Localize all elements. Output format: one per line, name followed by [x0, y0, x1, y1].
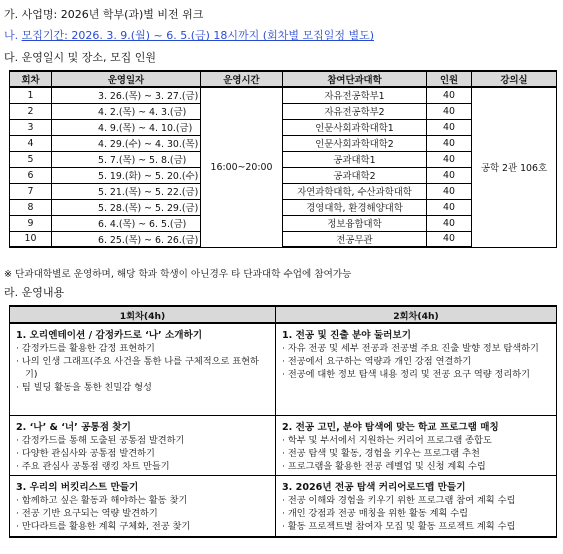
cell-time: 16:00~20:00: [201, 87, 283, 247]
list-item: · 활동 프로젝트별 참여자 모집 및 활동 프로젝트 계획 수립: [282, 520, 516, 532]
cell-college: 인문사회과학대학2: [283, 135, 427, 151]
cell-count: 40: [427, 87, 472, 103]
cell-date: 4. 29.(수) ~ 4. 30.(목): [52, 135, 201, 151]
list-item: · 전공에서 요구하는 역량과 개인 강점 연결하기: [282, 356, 472, 367]
cell-count: 40: [427, 103, 472, 119]
cell-round: 2: [10, 103, 52, 119]
cell-count: 40: [427, 135, 472, 151]
block-title: 3. 우리의 버킷리스트 만들기: [16, 481, 139, 493]
recruit-period: [4, 27, 374, 43]
recruit-period-prefix: 나.: [4, 29, 22, 42]
program-section-title: 라. 운영내용: [4, 286, 65, 299]
list-item: · 감정카드를 활용한 감정 표현하기: [16, 343, 155, 354]
cell-college: 인문사회과학대학1: [283, 119, 427, 135]
list-item: · 전공에 대한 정보 탐색 내용 정리 및 전공 요구 역량 정리하기: [282, 369, 531, 380]
list-item: · 나의 인생 그래프(주요 사건을 통한 나를 구체적으로 표현하기): [16, 356, 259, 380]
cell-date: 3. 26.(목) ~ 3. 27.(금): [52, 87, 201, 103]
cell-date: 5. 21.(목) ~ 5. 22.(금): [52, 183, 201, 199]
cell-date: 4. 2.(목) ~ 4. 3.(금): [52, 103, 201, 119]
session-2-block: [276, 323, 557, 415]
cell-round: 10: [10, 231, 52, 247]
session-1-block: [10, 475, 276, 537]
cell-college: 정보융합대학: [283, 215, 427, 231]
cell-round: 8: [10, 199, 52, 215]
cell-round: 5: [10, 151, 52, 167]
list-item: · 전공 이해와 경험을 키우기 위한 프로그램 참여 계획 수립: [282, 494, 516, 506]
program-row: [10, 475, 557, 537]
cell-college: 공과대학2: [283, 167, 427, 183]
cell-college: 경영대학, 환경해양대학: [283, 199, 427, 215]
col-header-count: 인원: [427, 71, 472, 87]
cell-round: 9: [10, 215, 52, 231]
cell-count: 40: [427, 183, 472, 199]
cell-count: 40: [427, 199, 472, 215]
program-row: [10, 323, 557, 415]
schedule-note: ※ 단과대학별로 운영하며, 해당 학과 학생이 아닌경우 타 단과대학 수업에 참여가능: [4, 269, 352, 280]
table-row: [10, 87, 557, 103]
list-item: · 전공 탐색 및 활동, 경험을 키우는 프로그램 추천: [282, 447, 480, 459]
session-1-block: [10, 415, 276, 475]
recruit-period-text: 모집기간: 2026. 3. 9.(월) ~ 6. 5.(금) 18시까지 (회차별 모집일정 별도): [21, 29, 374, 42]
list-item: · 주요 관심사 공통점 랭킹 차트 만들기: [16, 460, 170, 472]
cell-round: 4: [10, 135, 52, 151]
col-header-room: 강의실: [472, 71, 557, 87]
list-item: · 다양한 관심사와 공통점 발견하기: [16, 447, 155, 459]
cell-college: 공과대학1: [283, 151, 427, 167]
cell-round: 7: [10, 183, 52, 199]
cell-college: 전공무관: [283, 231, 427, 247]
list-item: · 전공 기반 요구되는 역량 발견하기: [16, 507, 158, 519]
block-title: 2. 전공 고민, 분야 탐색에 맞는 학교 프로그램 매칭: [282, 421, 499, 433]
block-title: 1. 오리엔테이션 / 감정카드로 ‘나’ 소개하기: [16, 330, 203, 341]
list-item: · 프로그램을 활용한 전공 레벨업 및 신청 계획 수립: [282, 460, 486, 472]
col-header-time: 운영시간: [201, 71, 283, 87]
col-header-date: 운영일자: [52, 71, 201, 87]
list-item: · 함께하고 싶은 활동과 해야하는 활동 찾기: [16, 494, 188, 506]
list-item: · 개인 강점과 전공 매칭을 위한 활동 계획 수립: [282, 507, 469, 519]
program-row: [10, 415, 557, 475]
list-item: · 자유 전공 및 세부 전공과 전공별 주요 진출 발향 정보 탐색하기: [282, 343, 539, 354]
list-item: · 만다라트를 활용한 계획 구체화, 전공 찾기: [16, 520, 191, 532]
project-name: 가. 사업명: 2026년 학부(과)별 비전 위크: [4, 8, 204, 21]
schedule-section-title: 다. 운영일시 및 장소, 모집 인원: [4, 51, 156, 64]
cell-date: 6. 25.(목) ~ 6. 26.(금): [52, 231, 201, 247]
cell-round: 3: [10, 119, 52, 135]
schedule-table: [9, 70, 557, 248]
session-1-block: [10, 323, 276, 415]
session-2-block: [276, 415, 557, 475]
cell-date: 6. 4.(목) ~ 6. 5.(금): [52, 215, 201, 231]
cell-count: 40: [427, 167, 472, 183]
cell-date: 4. 9.(목) ~ 4. 10.(금): [52, 119, 201, 135]
block-title: 1. 전공 및 진출 분야 둘러보기: [282, 330, 411, 341]
cell-date: 5. 28.(목) ~ 5. 29.(금): [52, 199, 201, 215]
cell-count: 40: [427, 231, 472, 247]
block-title: 2. ‘나’ & ‘너’ 공통점 찾기: [16, 421, 131, 433]
cell-date: 5. 7.(목) ~ 5. 8.(금): [52, 151, 201, 167]
col-header-session-2: 2회차(4h): [276, 306, 557, 323]
cell-count: 40: [427, 119, 472, 135]
cell-round: 6: [10, 167, 52, 183]
cell-college: 자유전공학부1: [283, 87, 427, 103]
session-2-block: [276, 475, 557, 537]
block-title: 3. 2026년 전공 탐색 커리어로드맵 만들기: [282, 481, 466, 493]
cell-round: 1: [10, 87, 52, 103]
list-item: · 학부 및 부서에서 지원하는 커리어 프로그램 종합도: [282, 434, 492, 446]
list-item: · 팀 빌딩 활동을 통한 친밀감 형성: [16, 382, 152, 393]
cell-college: 자유전공학부2: [283, 103, 427, 119]
col-header-round: 회차: [10, 71, 52, 87]
cell-count: 40: [427, 151, 472, 167]
list-item: · 감정카드를 통해 도출된 공통점 발견하기: [16, 434, 185, 446]
cell-college: 자연과학대학, 수산과학대학: [283, 183, 427, 199]
cell-room: 공학 2관 106호: [472, 87, 557, 247]
program-table: [9, 305, 557, 538]
cell-count: 40: [427, 215, 472, 231]
col-header-college: 참여단과대학: [283, 71, 427, 87]
cell-date: 5. 19.(화) ~ 5. 20.(수): [52, 167, 201, 183]
col-header-session-1: 1회차(4h): [10, 306, 276, 323]
